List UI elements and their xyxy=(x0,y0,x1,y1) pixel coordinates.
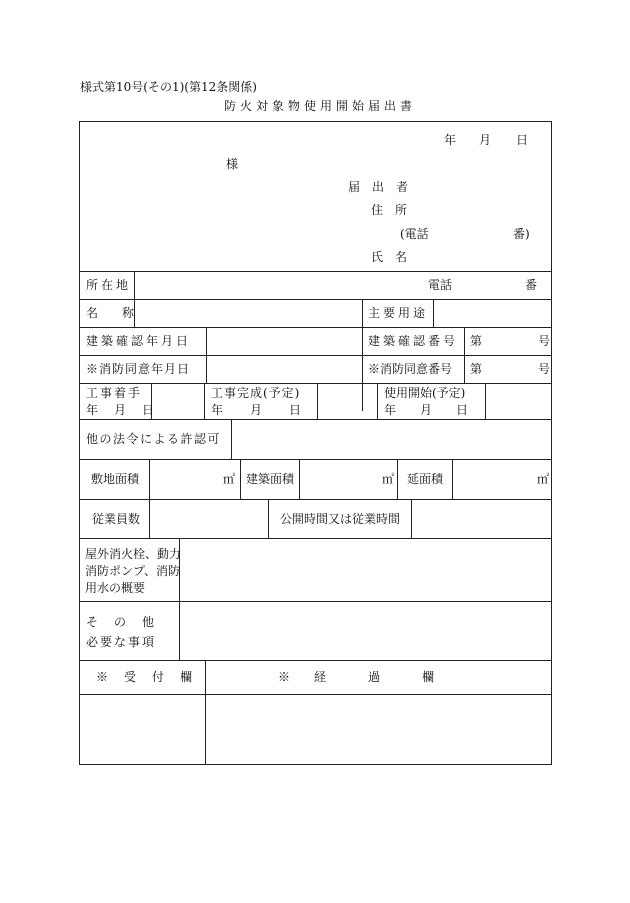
notifier-label: 届 出 者 xyxy=(348,180,409,194)
addressee-suffix: 様 xyxy=(226,157,239,171)
col-divider xyxy=(317,383,318,419)
row-divider xyxy=(80,694,551,695)
progress-label: ※ 経 過 欄 xyxy=(278,670,441,684)
main-use-label: 主要用途 xyxy=(368,306,429,320)
col-divider xyxy=(149,499,150,538)
building-confirm-number-label: 建築確認番号 xyxy=(368,334,459,348)
location-label: 所在地 xyxy=(86,278,132,292)
building-confirm-gou: 号 xyxy=(538,334,551,348)
floor-area-label: 延面積 xyxy=(407,472,444,486)
reception-label: ※ 受 付 欄 xyxy=(96,670,195,684)
site-area-label: 敷地面積 xyxy=(91,472,140,486)
row-divider xyxy=(80,601,551,602)
row-divider xyxy=(80,299,551,300)
fire-consent-gou: 号 xyxy=(538,362,551,376)
col-divider xyxy=(433,299,434,327)
public-hours-label: 公開時間又は従業時間 xyxy=(280,512,401,526)
col-divider xyxy=(397,459,398,499)
col-divider xyxy=(464,327,465,383)
col-divider xyxy=(268,499,269,538)
use-start-label: 使用開始(予定) 年 月 日 xyxy=(384,386,469,417)
row-divider xyxy=(80,327,551,328)
other-matters-label: そ の 他 必要な事項 xyxy=(86,615,157,649)
construction-start-label: 工事着手 年 月 日 xyxy=(86,386,157,417)
phone-close-label: 番) xyxy=(513,227,530,241)
col-divider xyxy=(377,383,378,419)
building-confirm-dai: 第 xyxy=(470,334,483,348)
col-divider xyxy=(485,383,486,419)
col-divider xyxy=(204,383,205,419)
col-divider xyxy=(205,660,206,764)
floor-area-unit: ㎡ xyxy=(537,472,550,486)
form-number: 様式第10号(その1)(第12条関係) xyxy=(80,80,257,94)
row-divider xyxy=(80,271,551,272)
row-divider xyxy=(80,459,551,460)
date-year-label: 年 xyxy=(444,133,457,147)
col-divider xyxy=(299,459,300,499)
name-label: 氏 名 xyxy=(371,250,408,264)
facility-name-label: 名 称 xyxy=(86,306,135,320)
row-divider xyxy=(80,355,551,356)
construction-complete-label: 工事完成(予定) 年 月 日 xyxy=(211,386,303,417)
phone-open-label: (電話 xyxy=(400,227,429,241)
building-area-label: 建築面積 xyxy=(246,472,295,486)
row-divider xyxy=(80,499,551,500)
row-divider xyxy=(80,419,551,420)
col-divider xyxy=(134,271,135,327)
hydrant-label: 屋外消火栓、動力 消防ポンプ、消防 用水の概要 xyxy=(85,547,182,595)
col-divider xyxy=(206,327,207,383)
page-title: 防火対象物使用開始届出書 xyxy=(224,99,417,113)
other-permits-label: 他の法令による許認可 xyxy=(86,432,222,446)
fire-consent-number-label: ※消防同意番号 xyxy=(368,362,453,376)
fire-consent-dai: 第 xyxy=(470,362,483,376)
employees-label: 従業員数 xyxy=(92,512,141,526)
row-divider xyxy=(80,538,551,539)
col-divider xyxy=(240,459,241,499)
fire-consent-date-label: ※消防同意年月日 xyxy=(86,362,191,376)
form-table xyxy=(79,121,552,765)
building-area-unit: ㎡ xyxy=(382,472,395,486)
col-divider xyxy=(362,299,363,411)
col-divider xyxy=(149,459,150,499)
location-phone-suffix: 番 xyxy=(525,278,538,292)
col-divider xyxy=(452,459,453,499)
building-confirm-date-label: 建築確認年月日 xyxy=(86,334,192,348)
col-divider xyxy=(231,419,232,459)
col-divider xyxy=(411,499,412,538)
row-divider xyxy=(80,660,551,661)
address-label: 住 所 xyxy=(371,203,408,217)
date-day-label: 日 xyxy=(516,133,529,147)
location-phone-label: 電話 xyxy=(428,278,453,292)
date-month-label: 月 xyxy=(479,133,492,147)
site-area-unit: ㎡ xyxy=(223,472,236,486)
